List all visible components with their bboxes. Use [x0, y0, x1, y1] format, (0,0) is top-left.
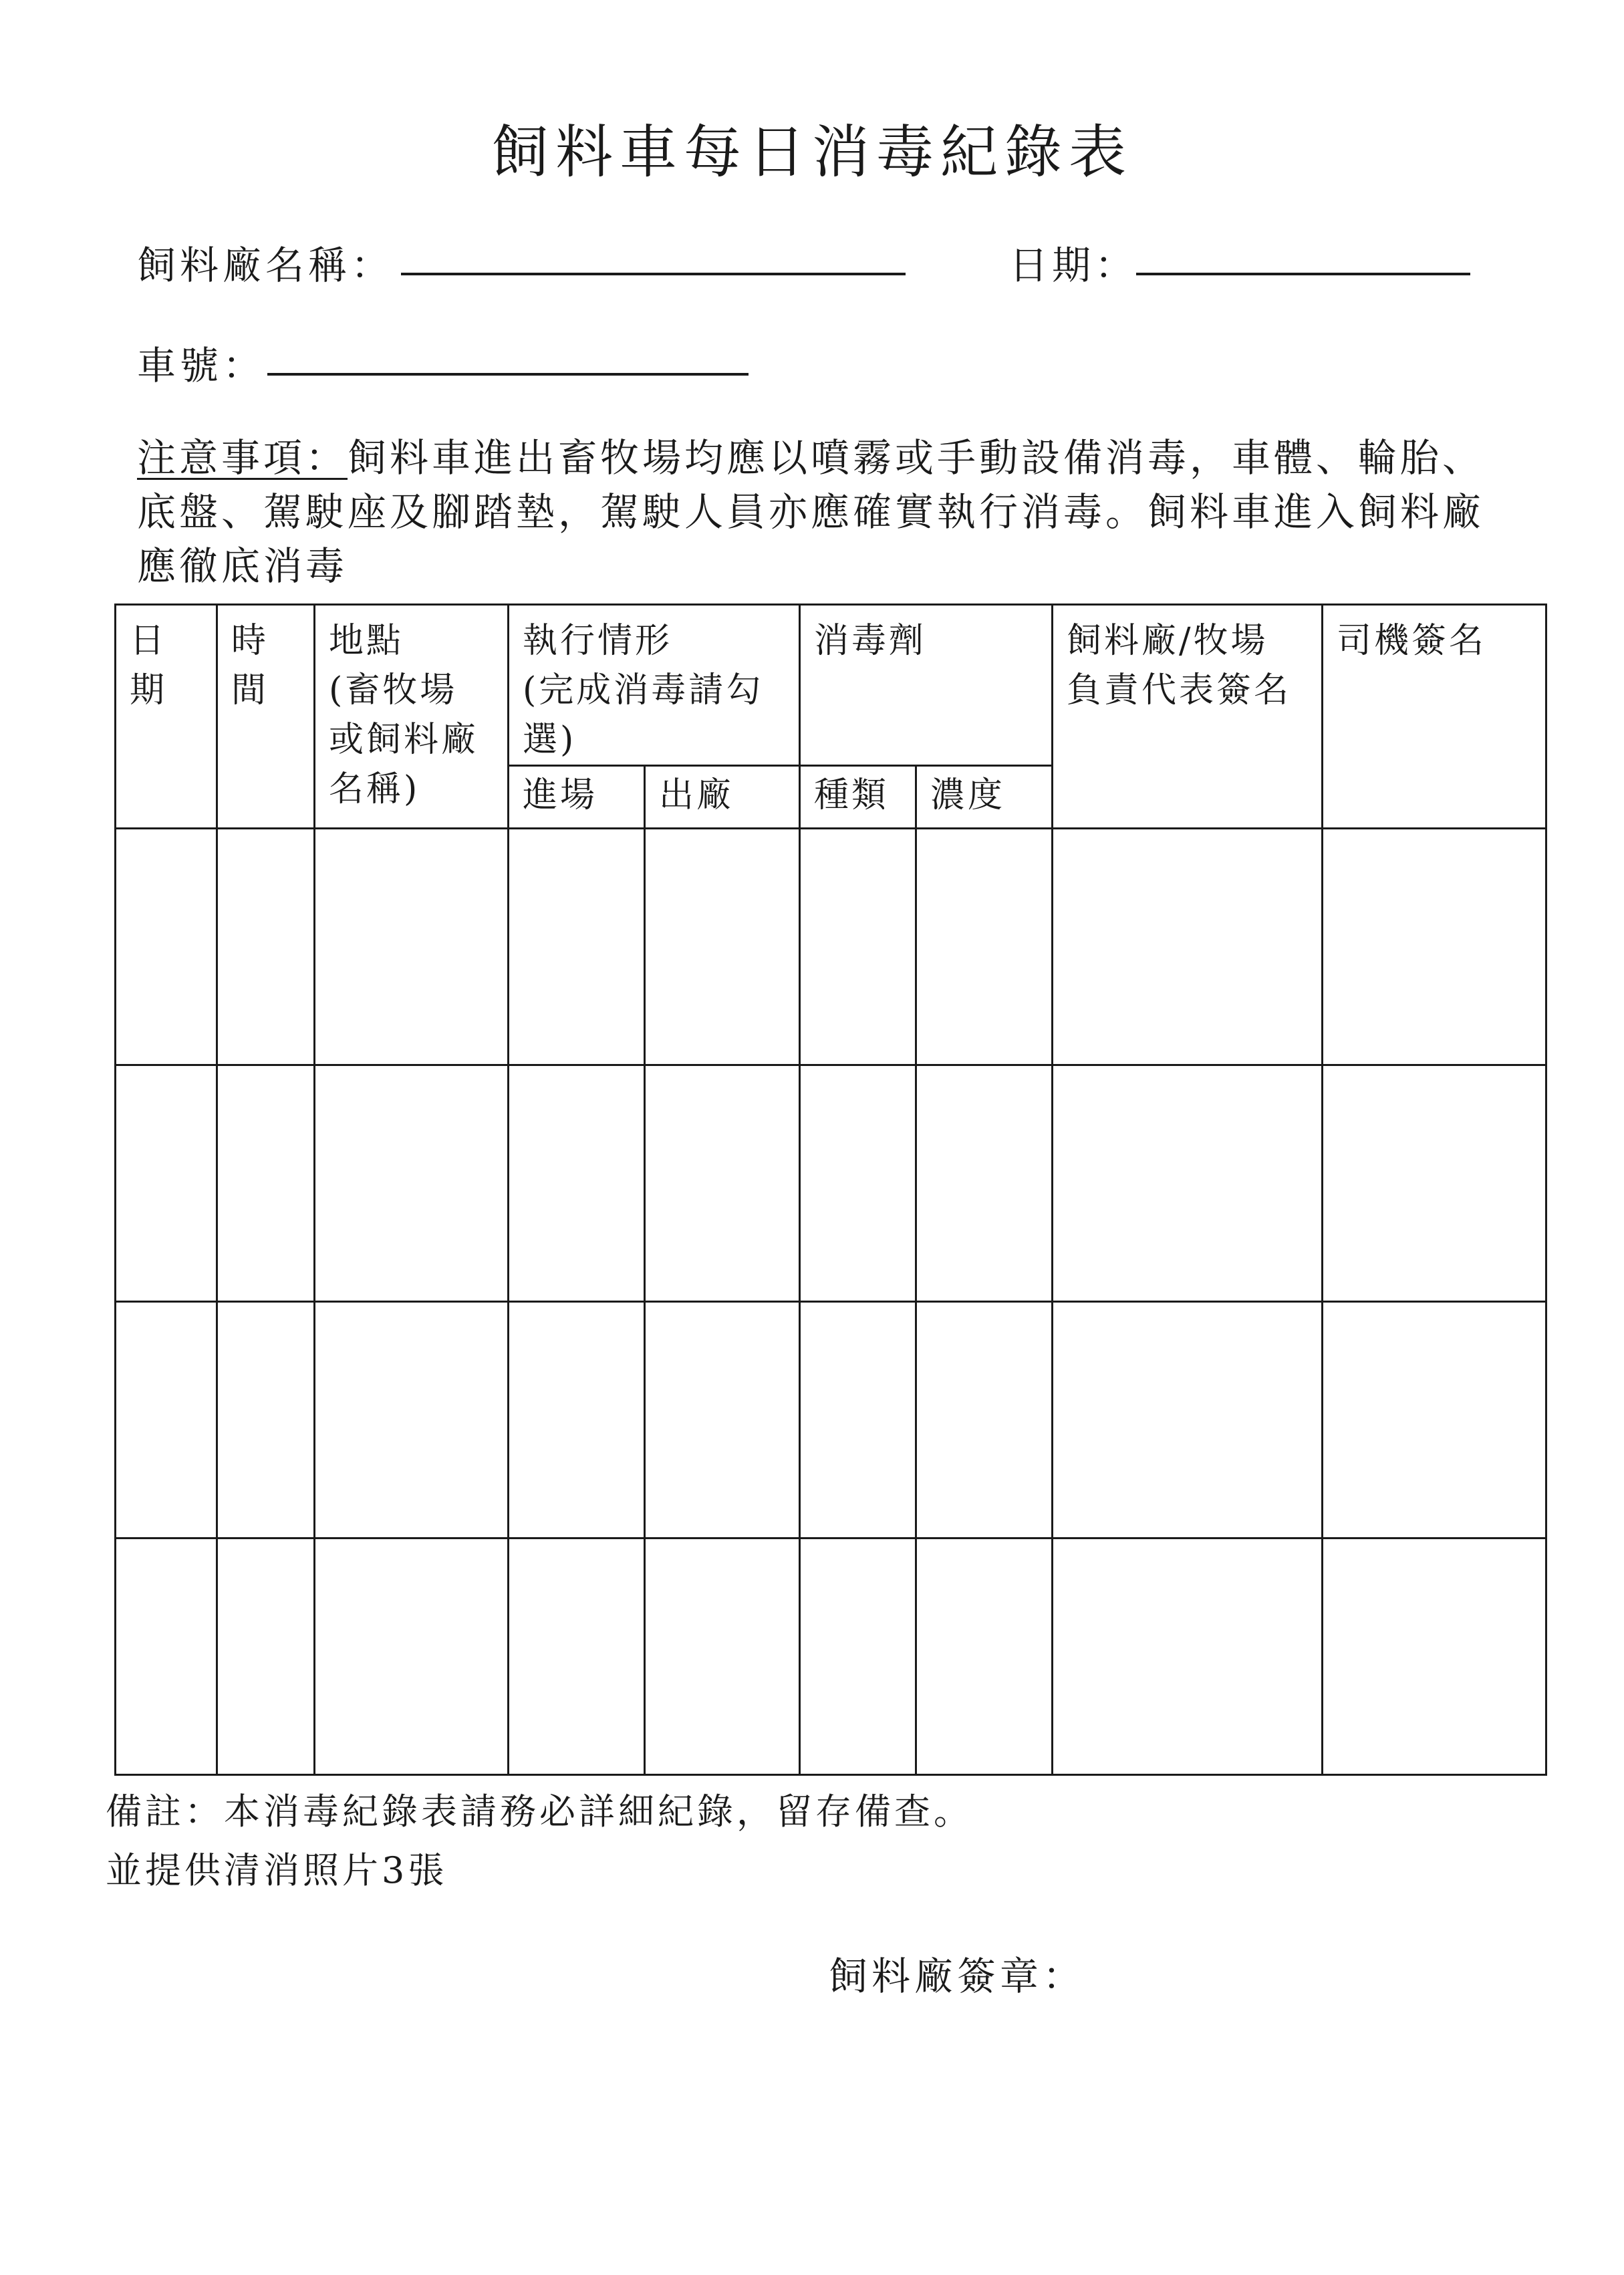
cell-exit[interactable]: [645, 1302, 800, 1538]
cell-location[interactable]: [315, 1538, 509, 1775]
cell-type[interactable]: [800, 829, 916, 1065]
cell-representative-signature[interactable]: [1053, 1538, 1323, 1775]
date-blank[interactable]: [1136, 273, 1470, 275]
notes-line-3: 應徹底消毒: [137, 543, 348, 589]
cell-driver-signature[interactable]: [1323, 829, 1546, 1065]
header-driver-signature: 司機簽名: [1323, 605, 1546, 829]
cell-exit[interactable]: [645, 1538, 800, 1775]
cell-entry[interactable]: [509, 1065, 645, 1302]
cell-date[interactable]: [116, 1302, 217, 1538]
cell-driver-signature[interactable]: [1323, 1065, 1546, 1302]
vehicle-number-blank[interactable]: [267, 373, 749, 376]
cell-location[interactable]: [315, 829, 509, 1065]
remark-line-1: 備註：本消毒紀錄表請務必詳細紀錄，留存備查。: [106, 1790, 973, 1833]
notes-line-2: 底盤、駕駛座及腳踏墊，駕駛人員亦應確實執行消毒。飼料車進入飼料廠: [137, 489, 1485, 535]
table-row: [116, 1302, 1546, 1538]
cell-exit[interactable]: [645, 1065, 800, 1302]
header-location: 地點 (畜牧場 或飼料廠 名稱): [315, 605, 509, 829]
factory-seal-label: 飼料廠簽章：: [829, 1954, 1086, 1999]
cell-time[interactable]: [217, 1065, 315, 1302]
factory-name-blank[interactable]: [401, 273, 906, 275]
header-disinfectant-type: 種類: [800, 766, 916, 829]
cell-location[interactable]: [315, 1302, 509, 1538]
cell-entry[interactable]: [509, 829, 645, 1065]
cell-driver-signature[interactable]: [1323, 1538, 1546, 1775]
cell-entry[interactable]: [509, 1302, 645, 1538]
cell-representative-signature[interactable]: [1053, 1302, 1323, 1538]
header-date: 日 期: [116, 605, 217, 829]
header-exit: 出廠: [645, 766, 800, 829]
header-representative-signature: 飼料廠/牧場 負責代表簽名: [1053, 605, 1323, 829]
cell-concentration[interactable]: [916, 1538, 1053, 1775]
table-row: [116, 829, 1546, 1065]
cell-type[interactable]: [800, 1065, 916, 1302]
table-row: [116, 1538, 1546, 1775]
cell-location[interactable]: [315, 1065, 509, 1302]
header-row-1: [116, 605, 1546, 766]
disinfection-log-table: [114, 604, 1547, 1776]
cell-concentration[interactable]: [916, 1302, 1053, 1538]
cell-date[interactable]: [116, 829, 217, 1065]
cell-concentration[interactable]: [916, 1065, 1053, 1302]
cell-time[interactable]: [217, 1302, 315, 1538]
vehicle-number-label: 車號：: [137, 343, 266, 388]
cell-time[interactable]: [217, 1538, 315, 1775]
notes-label: 注意事項：: [137, 435, 348, 481]
remark-line-2: 並提供清消照片3張: [106, 1849, 448, 1891]
header-execution-status: 執行情形 (完成消毒請勾 選): [509, 605, 800, 766]
cell-representative-signature[interactable]: [1053, 1065, 1323, 1302]
notes-section: [137, 431, 1554, 593]
cell-exit[interactable]: [645, 829, 800, 1065]
document-title: 飼料車每日消毒紀錄表: [491, 119, 1133, 186]
notes-line-1-text: 飼料車進出畜牧場均應以噴霧或手動設備消毒，車體、輪胎、: [348, 435, 1485, 481]
cell-type[interactable]: [800, 1302, 916, 1538]
cell-entry[interactable]: [509, 1538, 645, 1775]
cell-concentration[interactable]: [916, 829, 1053, 1065]
header-entry: 進場: [509, 766, 645, 829]
header-disinfectant: 消毒劑: [800, 605, 1053, 766]
header-disinfectant-concentration: 濃度: [916, 766, 1053, 829]
cell-representative-signature[interactable]: [1053, 829, 1323, 1065]
notes-line-1: [137, 431, 1554, 485]
header-time: 時 間: [217, 605, 315, 829]
factory-name-label: 飼料廠名稱：: [137, 243, 394, 288]
cell-time[interactable]: [217, 829, 315, 1065]
cell-type[interactable]: [800, 1538, 916, 1775]
table-row: [116, 1065, 1546, 1302]
date-label: 日期：: [1009, 243, 1138, 288]
cell-date[interactable]: [116, 1538, 217, 1775]
cell-date[interactable]: [116, 1065, 217, 1302]
cell-driver-signature[interactable]: [1323, 1302, 1546, 1538]
